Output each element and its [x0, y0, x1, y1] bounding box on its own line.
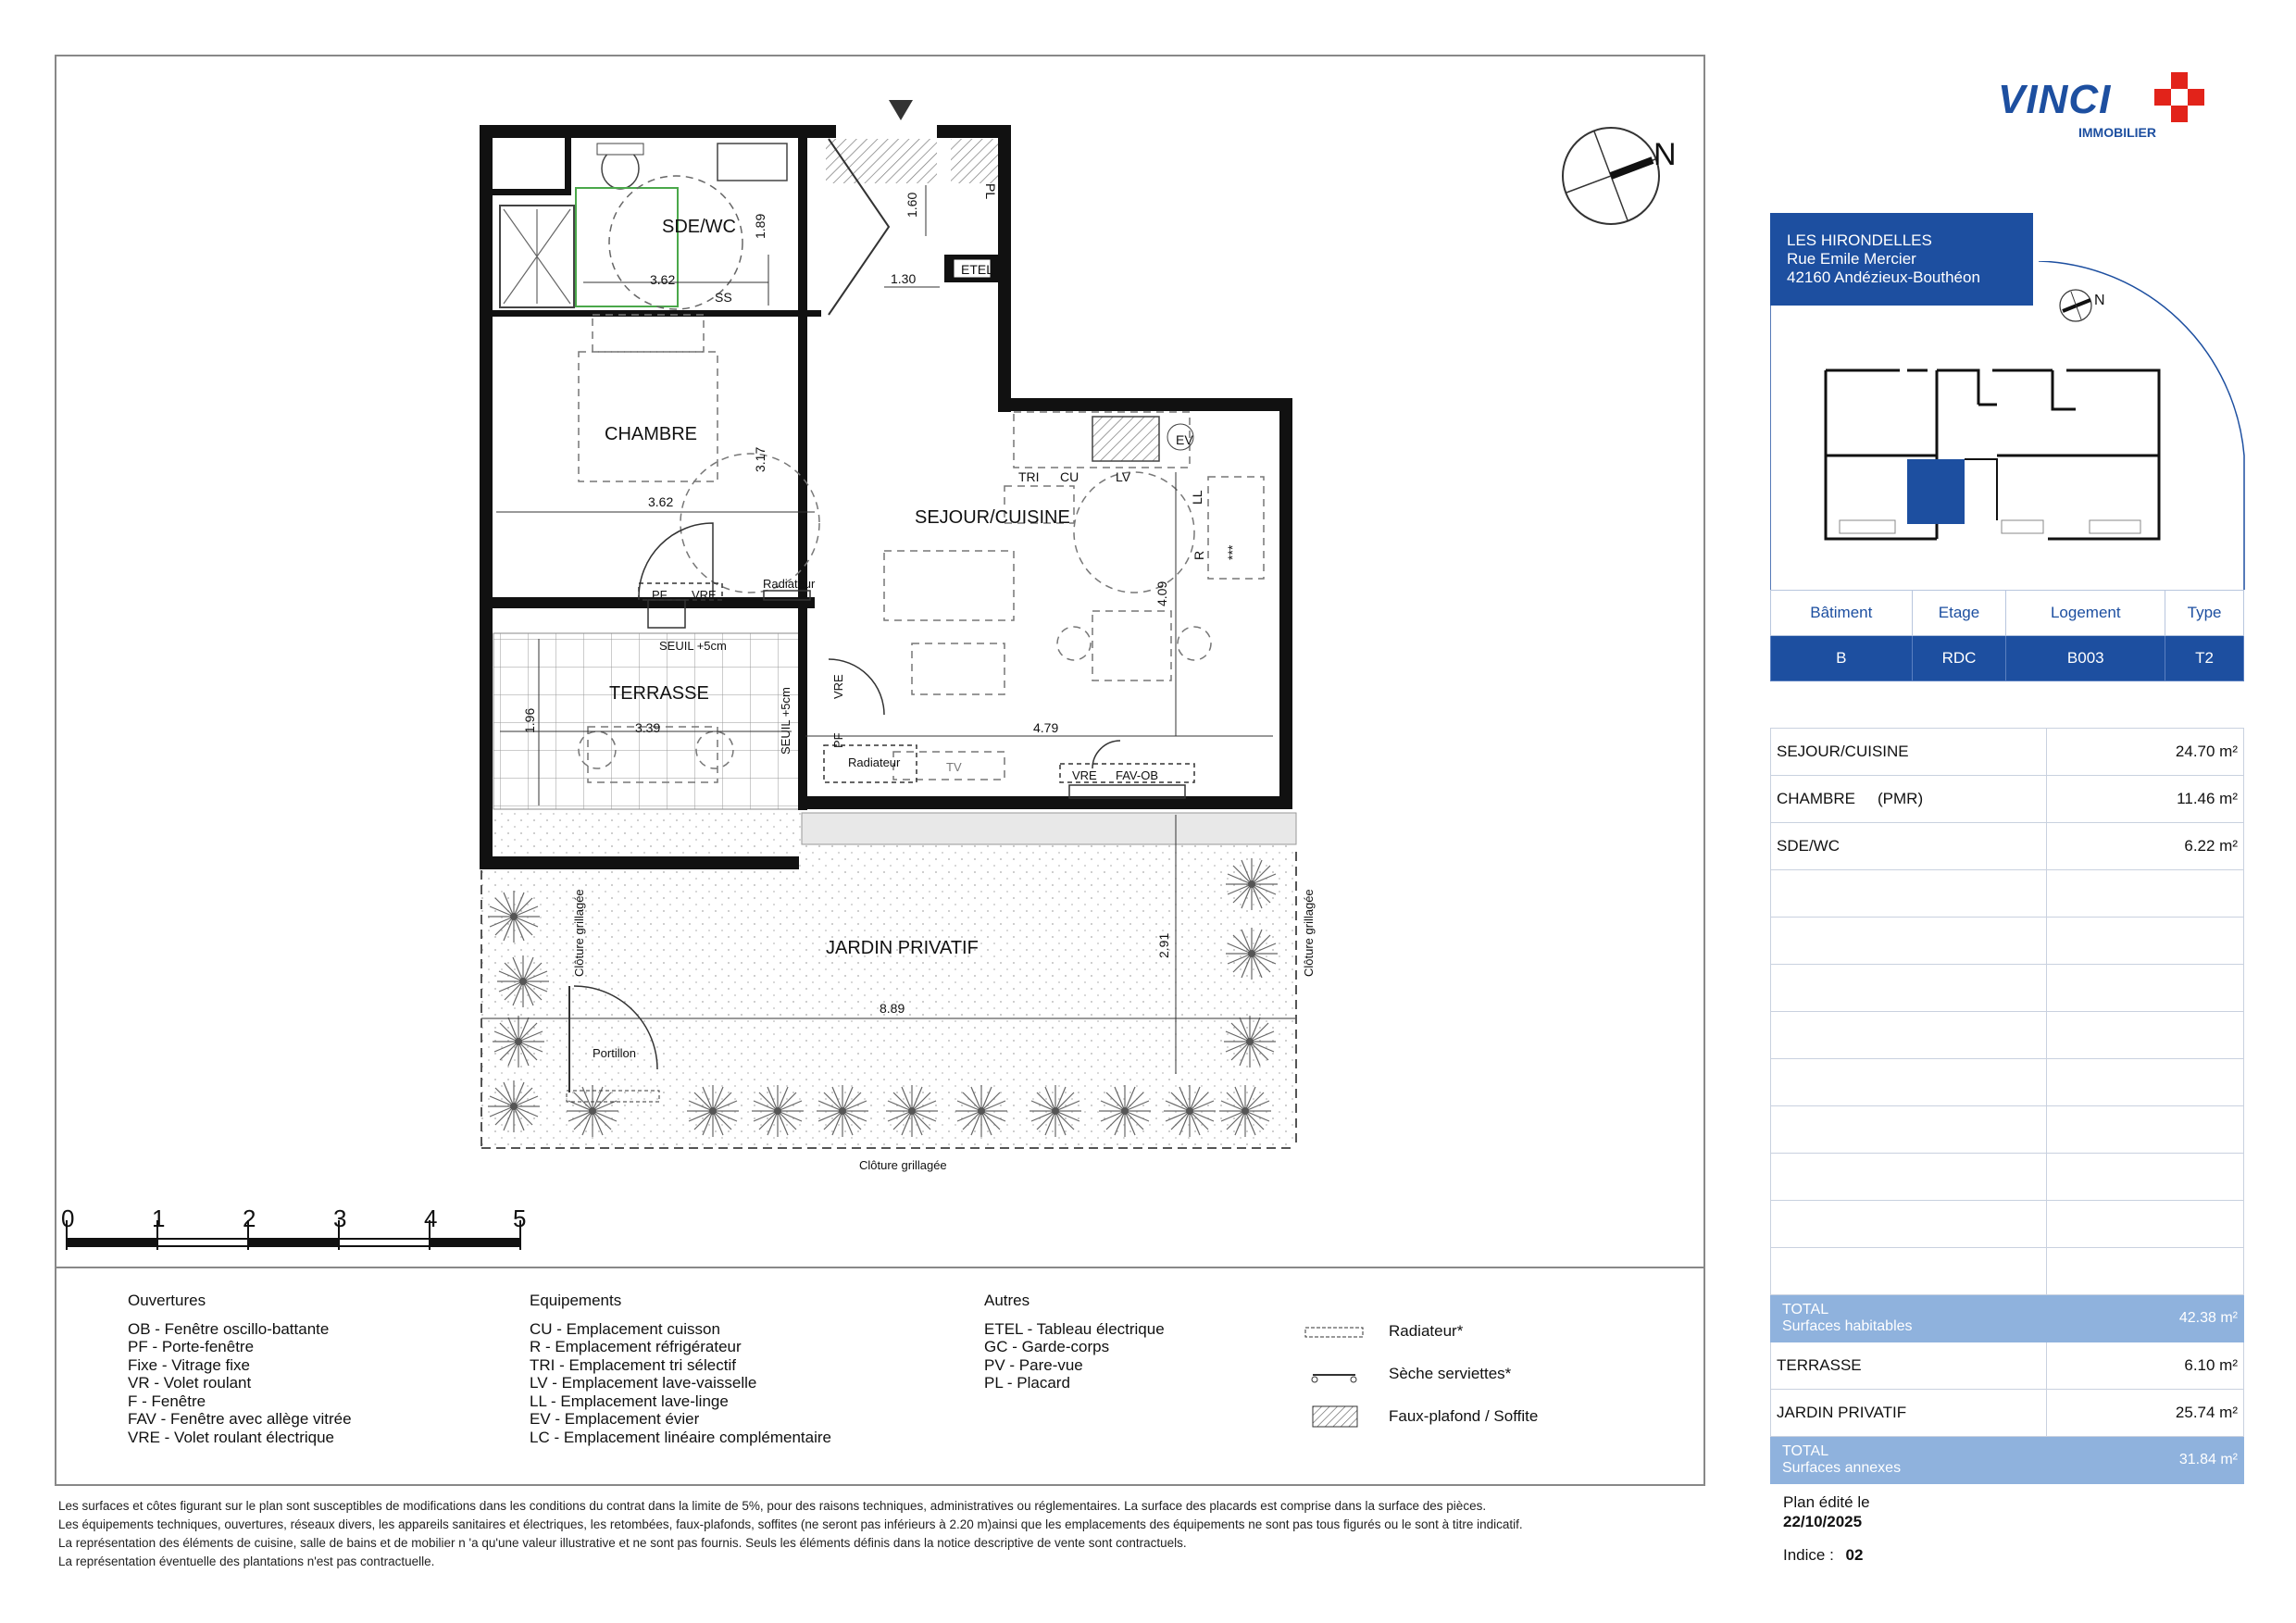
legend-radiateur-label: Radiateur* [1389, 1322, 1464, 1340]
legend-symbol-icons [1304, 1322, 1368, 1433]
legend-item: LC - Emplacement linéaire complémentaire [530, 1428, 831, 1446]
legend-item: TRI - Emplacement tri sélectif [530, 1355, 736, 1374]
unit-info-table [1770, 590, 2244, 681]
total-title: TOTAL [1782, 1302, 1829, 1317]
faux-plafond-hatch [826, 139, 937, 183]
program-city: 42160 Andézieux-Bouthéon [1787, 268, 1980, 286]
program-street: Rue Emile Mercier [1787, 250, 1916, 268]
dim-label: 1.30 [891, 271, 917, 286]
annex-value: 25.74 m² [2047, 1390, 2244, 1437]
note-line: Les surfaces et côtes figurant sur le plan sont susceptibles de modifications dans les conditions du contrat dans la limite de 5%, pour des raisons techniques, administratives ou réglementaires. La surface des placards est comprise dans la surface des pièces. [58, 1499, 1487, 1513]
fence-label: Clôture grillagée [572, 889, 586, 977]
table-row [1771, 823, 2244, 870]
room-chambre-label: CHAMBRE [605, 424, 698, 444]
scale-bar [67, 1220, 520, 1250]
brand-name: VINCI [1998, 77, 2112, 122]
pf-label: PF [652, 588, 668, 602]
keyplan-compass-n: N [2094, 293, 2105, 308]
dim-label: 1.96 [522, 707, 537, 733]
surface-room-name: SDE/WC [1777, 837, 1840, 855]
surfaces-table [1770, 728, 2244, 1484]
compass-icon [1563, 128, 1659, 224]
legend-autres [984, 1292, 1165, 1392]
note-line: Les équipements techniques, ouvertures, réseaux divers, les appareils sanitaires et électriques, les retombées, faux-plafonds, soffites (ne seront pas inférieurs à 2.20 m)ainsi que les emplacements des équipements ne sont pas tous figurés ou le sont à titre indicatif. [58, 1517, 1523, 1531]
dim-label: 8.89 [880, 1001, 905, 1016]
legend-ouvertures [128, 1292, 352, 1446]
total-subtitle: Surfaces annexes [1782, 1460, 1902, 1476]
note-line: La représentation éventuelle des plantations n'est pas contractuelle. [58, 1554, 435, 1568]
room-terrasse-label: TERRASSE [609, 683, 709, 704]
note-line: La représentation des éléments de cuisine, salle de bains et de mobilier n 'a qu'une valeur illustrative et ne sont pas fournis. Seuls les éléments définis dans la notice descriptive de vente sont contractuels. [58, 1536, 1187, 1550]
empty-row [1771, 1059, 2244, 1106]
total-value: 31.84 m² [2047, 1437, 2244, 1484]
vre-label: VRE [831, 674, 845, 699]
program-name: LES HIRONDELLES [1787, 231, 1932, 249]
empty-row [1771, 918, 2244, 965]
dim-label: 2.91 [1156, 932, 1171, 958]
vinci-logo [1981, 65, 2231, 148]
legend-item: PV - Pare-vue [984, 1355, 1083, 1374]
empty-row [1771, 870, 2244, 918]
seuil-label: SEUIL +5cm [779, 687, 792, 755]
unit-header-type: Type [2165, 591, 2244, 636]
pl-label: PL [983, 183, 998, 200]
empty-row [1771, 1248, 2244, 1295]
empty-row [1771, 1012, 2244, 1059]
total-label [1771, 1295, 2047, 1342]
vinci-logo-icon [1981, 65, 2231, 148]
legend-item: EV - Emplacement évier [530, 1410, 700, 1428]
pf-label: PF [831, 732, 845, 748]
dim-label: 4.09 [1154, 581, 1169, 606]
legend-symbols [1304, 1322, 1600, 1433]
unit-value-etage: RDC [1912, 636, 2006, 681]
radiateur-label: Radiateur [763, 577, 816, 591]
legend-item: FAV - Fenêtre avec allège vitrée [128, 1410, 352, 1428]
program-address [1770, 213, 2033, 306]
legend-item: LL - Emplacement lave-linge [530, 1392, 729, 1410]
dim-label: 1.89 [753, 213, 767, 239]
legend-seche-label: Sèche serviettes* [1389, 1365, 1512, 1382]
legend-item: PL - Placard [984, 1374, 1070, 1392]
scale-tick-label: 2 [243, 1205, 256, 1232]
key-plan [1770, 261, 2252, 590]
surface-label [1771, 729, 2047, 776]
annex-label: TERRASSE [1771, 1342, 2047, 1390]
surface-value: 24.70 m² [2047, 729, 2244, 776]
unit-value-type: T2 [2165, 636, 2244, 681]
legend-title: Ouvertures [128, 1292, 206, 1309]
total-annexes-row [1771, 1437, 2244, 1484]
empty-row [1771, 1201, 2244, 1248]
stars-label: *** [1225, 544, 1240, 560]
dim-label: 1.60 [905, 192, 919, 218]
lv-label: LV [1116, 469, 1131, 484]
scale-tick-label: 5 [513, 1205, 527, 1232]
vre-label: VRE [692, 588, 717, 602]
legend-item: F - Fenêtre [128, 1392, 206, 1410]
fence-label: Clôture grillagée [859, 1158, 947, 1172]
legend-title: Equipements [530, 1292, 622, 1309]
surface-room-name: CHAMBRE [1777, 790, 1856, 807]
unit-value-logement: B003 [2006, 636, 2165, 681]
edition-info [1783, 1492, 1870, 1531]
edition-label: Plan édité le [1783, 1493, 1870, 1511]
annex-value: 6.10 m² [2047, 1342, 2244, 1390]
legend-divider [55, 1267, 1705, 1268]
total-habitable-row [1771, 1295, 2244, 1342]
legend-item: ETEL - Tableau électrique [984, 1319, 1165, 1338]
surface-value: 11.46 m² [2047, 776, 2244, 823]
sink-icon [718, 144, 787, 181]
total-title: TOTAL [1782, 1443, 1829, 1459]
indice-info [1783, 1546, 1863, 1565]
room-jardin-label: JARDIN PRIVATIF [826, 938, 979, 958]
dim-label: 3.62 [650, 272, 676, 287]
etel-label: ETEL [961, 262, 994, 277]
legend-item: Fixe - Vitrage fixe [128, 1355, 250, 1374]
legend-item: LV - Emplacement lave-vaisselle [530, 1374, 757, 1392]
faux-plafond-hatch [951, 139, 1002, 183]
legend-item: CU - Emplacement cuisson [530, 1319, 720, 1338]
legend-item: OB - Fenêtre oscillo-battante [128, 1319, 330, 1338]
legend-item: R - Emplacement réfrigérateur [530, 1338, 742, 1355]
unit-header-etage: Etage [1912, 591, 2006, 636]
unit-header-batiment: Bâtiment [1771, 591, 1913, 636]
seuil-label: SEUIL +5cm [659, 639, 727, 653]
disclaimer-notes [58, 1497, 1706, 1571]
r-label: R [1192, 550, 1206, 560]
indice-label: Indice : [1783, 1546, 1834, 1564]
surface-room-note: (PMR) [1878, 790, 1924, 807]
legend-faux-plafond-label: Faux-plafond / Soffite [1389, 1407, 1539, 1425]
legend-title: Autres [984, 1292, 1030, 1309]
radiateur-label: Radiateur [848, 755, 901, 769]
fence-label: Clôture grillagée [1302, 889, 1316, 977]
compass-n-label: N [1653, 137, 1677, 172]
vre-label: VRE [1072, 768, 1097, 782]
legend-item: VR - Volet roulant [128, 1374, 252, 1392]
room-sde-label: SDE/WC [662, 217, 736, 237]
tv-label: TV [946, 760, 962, 774]
entrance-marker-icon [889, 100, 913, 120]
dim-label: 4.79 [1033, 720, 1059, 735]
tri-label: TRI [1018, 469, 1040, 484]
table-row [1771, 1342, 2244, 1390]
empty-row [1771, 965, 2244, 1012]
scale-tick-label: 3 [333, 1205, 347, 1232]
fav-label: FAV-OB [1116, 768, 1158, 782]
ss-label: SS [715, 290, 732, 305]
table-row [1771, 1390, 2244, 1437]
surface-room-name: SEJOUR/CUISINE [1777, 743, 1909, 760]
empty-row [1771, 1106, 2244, 1154]
unit-header-logement: Logement [2006, 591, 2165, 636]
room-sejour-label: SEJOUR/CUISINE [915, 507, 1070, 528]
scale-tick-label: 1 [152, 1205, 166, 1232]
table-row [1771, 776, 2244, 823]
indice-value: 02 [1845, 1546, 1864, 1564]
dim-label: 3.39 [635, 720, 661, 735]
scale-tick-label: 4 [424, 1205, 438, 1232]
keyplan-compass-icon [2060, 290, 2091, 321]
empty-row [1771, 1154, 2244, 1201]
annex-label: JARDIN PRIVATIF [1771, 1390, 2047, 1437]
total-value: 42.38 m² [2047, 1295, 2244, 1342]
table-row [1771, 729, 2244, 776]
surface-label [1771, 776, 2047, 823]
ll-label: LL [1190, 490, 1204, 505]
cu-label: CU [1060, 469, 1079, 484]
dim-label: 3.62 [648, 494, 674, 509]
total-label [1771, 1437, 2047, 1484]
edition-date: 22/10/2025 [1783, 1513, 1863, 1530]
scale-tick-label: 0 [61, 1205, 75, 1232]
total-subtitle: Surfaces habitables [1782, 1318, 1913, 1334]
brand-sub: IMMOBILIER [2078, 125, 2156, 140]
legend-equipements [530, 1292, 831, 1446]
ev-label: EV [1176, 432, 1193, 447]
legend-item: PF - Porte-fenêtre [128, 1338, 255, 1355]
garden-strip [802, 813, 1296, 844]
dim-label: 3.17 [753, 446, 767, 472]
surface-value: 6.22 m² [2047, 823, 2244, 870]
portillon-label: Portillon [593, 1046, 636, 1060]
legend-item: GC - Garde-corps [984, 1338, 1110, 1355]
unit-value-batiment: B [1771, 636, 1913, 681]
surface-label [1771, 823, 2047, 870]
legend-item: VRE - Volet roulant électrique [128, 1428, 335, 1446]
